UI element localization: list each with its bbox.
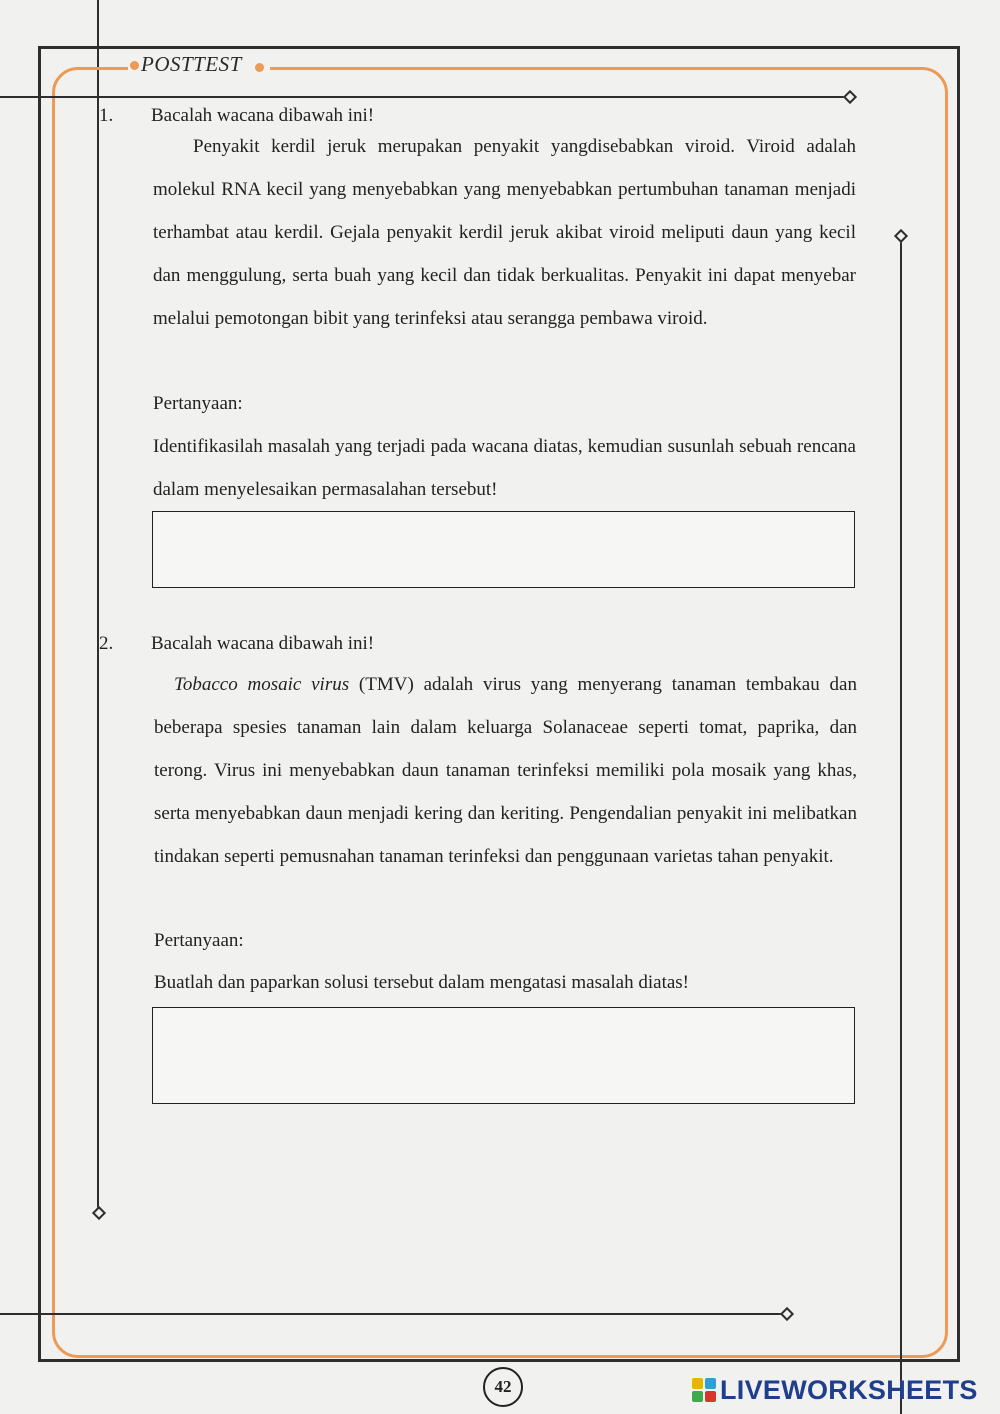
top-horizontal-rule (0, 96, 848, 98)
question-1-label: Pertanyaan: (153, 393, 243, 414)
title-right-dot (255, 63, 264, 72)
question-2-passage (154, 663, 857, 878)
question-1-answer-box[interactable] (152, 511, 855, 588)
title-left-dot (130, 61, 139, 70)
question-2-label: Pertanyaan: (154, 930, 244, 951)
question-2-answer-box[interactable] (152, 1007, 855, 1104)
question-1-instruction: Bacalah wacana dibawah ini! (151, 105, 375, 126)
question-1-passage-text: Penyakit kerdil jeruk merupakan penyakit yangdisebabkan viroid. Viroid adalah molekul RNA kecil yang menyebabkan yang menyebabkan pertumbuhan tanaman menjadi terhambat atau kerdil. Gejala penyakit kerdil jeruk akibat viroid meliputi daun yang kecil dan menggulung, serta buah yang kecil dan tidak berkualitas. Penyakit ini dapat menyebar melalui pemotongan bibit yang terinfeksi atau serangga pembawa viroid. (153, 136, 856, 329)
question-1-passage (153, 125, 856, 340)
liveworksheets-logo[interactable] (692, 1373, 978, 1407)
page-title: POSTTEST (141, 52, 242, 76)
question-1-number: 1. (99, 105, 114, 126)
right-vertical-rule (900, 236, 902, 1414)
question-2-passage-text: (TMV) adalah virus yang menyerang tanaman tembakau dan beberapa spesies tanaman lain dalam keluarga Solanaceae seperti tomat, paprika, dan terong. Virus ini menyebabkan daun tanaman terinfeksi memiliki pola mosaik yang khas, serta menyebabkan daun menjadi kering dan keriting. Pengendalian penyakit ini melibatkan tindakan seperti pemusnahan tanaman terinfeksi dan penggunaan varietas tahan penyakit. (154, 674, 857, 867)
question-2-passage-italic: Tobacco mosaic virus (174, 674, 350, 695)
question-1-question: Identifikasilah masalah yang terjadi pada wacana diatas, kemudian susunlah sebuah rencana dalam menyelesaikan permasalahan tersebut! (153, 436, 856, 500)
question-2-number: 2. (99, 633, 114, 654)
bottom-horizontal-rule (0, 1313, 786, 1315)
brand-name: LIVEWORKSHEETS (720, 1374, 978, 1405)
question-2-question: Buatlah dan paparkan solusi tersebut dalam mengatasi masalah diatas! (154, 972, 689, 993)
liveworksheets-grid-icon (692, 1378, 716, 1402)
question-2-instruction: Bacalah wacana dibawah ini! (151, 633, 375, 654)
page-number: 42 (483, 1367, 523, 1407)
